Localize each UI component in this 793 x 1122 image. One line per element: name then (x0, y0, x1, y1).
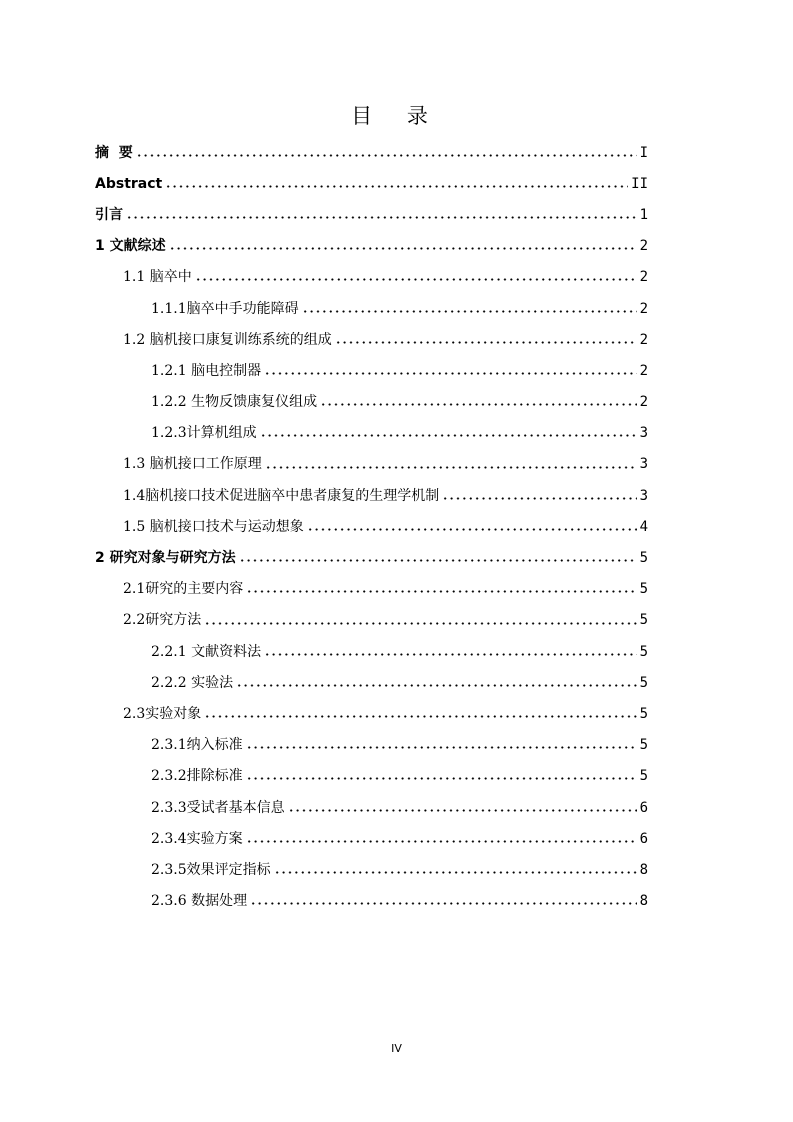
toc-entry[interactable] (95, 355, 648, 386)
toc-entry[interactable] (95, 605, 648, 636)
toc-entry[interactable] (95, 823, 648, 854)
dot-leader (320, 400, 636, 410)
toc-entry-page: 5 (639, 737, 648, 754)
dot-leader (307, 524, 637, 534)
toc-entry-page: 6 (639, 830, 648, 847)
toc-entry-label: 2.1研究的主要内容 (123, 581, 244, 598)
dot-leader (265, 462, 637, 472)
toc-entry-label: 2.3.5效果评定指标 (151, 861, 271, 878)
toc-entry[interactable] (95, 387, 648, 418)
dot-leader (274, 868, 637, 878)
toc-entry-label: 2.3.2排除标准 (151, 768, 243, 785)
dot-leader (204, 618, 636, 628)
toc-entry-label: 1.2.3计算机组成 (151, 425, 257, 442)
toc-entry-label: 1.3 脑机接口工作原理 (123, 456, 262, 473)
toc-entry[interactable] (95, 480, 648, 511)
toc-entry-page: 3 (639, 425, 648, 442)
toc-entry-page: I (639, 144, 648, 161)
toc-entry[interactable] (95, 792, 648, 823)
toc-entry-label: 2.3.4实验方案 (151, 830, 243, 847)
toc-entry[interactable] (95, 262, 648, 293)
toc-entry[interactable] (95, 667, 648, 698)
toc-entry-page: 8 (639, 861, 648, 878)
toc-entry[interactable] (95, 199, 648, 230)
dot-leader (250, 899, 636, 909)
toc-entry-page: 8 (639, 893, 648, 910)
toc-entry-label: 2.2.2 实验法 (151, 674, 234, 691)
dot-leader (264, 369, 636, 379)
toc-entry-page: 5 (639, 612, 648, 629)
toc-entry-page: II (631, 175, 648, 192)
toc-entry-label: 1 文献综述 (95, 238, 166, 255)
toc-entry-label: 2.2研究方法 (123, 612, 202, 629)
table-of-contents (95, 137, 648, 917)
dot-leader (260, 431, 637, 441)
dot-leader (136, 150, 637, 160)
toc-entry-page: 6 (639, 799, 648, 816)
dot-leader (195, 275, 637, 285)
toc-entry-page: 5 (639, 705, 648, 722)
toc-entry[interactable] (95, 168, 648, 199)
dot-leader (169, 244, 637, 254)
dot-leader (165, 181, 628, 191)
toc-entry-page: 5 (639, 674, 648, 691)
dot-leader (236, 680, 636, 690)
toc-entry-label: 1.2 脑机接口康复训练系统的组成 (123, 331, 332, 348)
toc-entry-page: 1 (639, 206, 648, 223)
toc-entry[interactable] (95, 574, 648, 605)
toc-entry[interactable] (95, 449, 648, 480)
toc-entry-label: 摘 要 (95, 144, 133, 161)
toc-entry-label: 2.3.1纳入标准 (151, 737, 243, 754)
dot-leader (288, 805, 637, 815)
toc-entry[interactable] (95, 636, 648, 667)
page-title: 目 录 (351, 104, 442, 128)
toc-entry[interactable] (95, 542, 648, 573)
dot-leader (302, 306, 637, 316)
toc-entry-page: 2 (639, 300, 648, 317)
toc-entry-label: 引言 (95, 206, 123, 223)
dot-leader (246, 774, 637, 784)
toc-entry[interactable] (95, 698, 648, 729)
toc-entry-label: 1.5 脑机接口技术与运动想象 (123, 518, 304, 535)
toc-entry-label: 2.3.3受试者基本信息 (151, 799, 285, 816)
toc-entry[interactable] (95, 293, 648, 324)
toc-entry-label: 2.3.6 数据处理 (151, 893, 248, 910)
toc-entry-label: Abstract (95, 175, 163, 192)
toc-entry[interactable] (95, 854, 648, 885)
toc-entry-page: 2 (639, 269, 648, 286)
toc-entry-page: 5 (639, 643, 648, 660)
toc-entry-label: 2.3实验对象 (123, 705, 202, 722)
dot-leader (246, 743, 637, 753)
toc-entry-page: 2 (639, 238, 648, 255)
toc-entry[interactable] (95, 324, 648, 355)
toc-entry-page: 3 (639, 456, 648, 473)
toc-entry-page: 2 (639, 394, 648, 411)
toc-entry[interactable] (95, 137, 648, 168)
toc-entry-label: 1.1 脑卒中 (123, 269, 192, 286)
toc-entry-page: 3 (639, 487, 648, 504)
toc-entry[interactable] (95, 886, 648, 917)
dot-leader (204, 712, 636, 722)
toc-entry[interactable] (95, 231, 648, 262)
toc-entry-page: 2 (639, 331, 648, 348)
toc-entry[interactable] (95, 730, 648, 761)
toc-entry-page: 5 (639, 581, 648, 598)
toc-entry[interactable] (95, 761, 648, 792)
toc-entry-page: 2 (639, 362, 648, 379)
toc-entry-page: 4 (639, 518, 648, 535)
dot-leader (246, 836, 637, 846)
toc-entry-label: 2 研究对象与研究方法 (95, 550, 236, 567)
page-number: IV (391, 1042, 402, 1055)
dot-leader (264, 649, 636, 659)
toc-entry-label: 1.2.2 生物反馈康复仪组成 (151, 394, 318, 411)
dot-leader (246, 587, 636, 597)
toc-entry[interactable] (95, 418, 648, 449)
toc-entry-label: 1.4脑机接口技术促进脑卒中患者康复的生理学机制 (123, 487, 440, 504)
toc-entry-page: 5 (639, 768, 648, 785)
toc-entry-page: 5 (639, 550, 648, 567)
toc-entry-label: 1.2.1 脑电控制器 (151, 362, 262, 379)
toc-entry-label: 1.1.1脑卒中手功能障碍 (151, 300, 299, 317)
dot-leader (239, 556, 637, 566)
dot-leader (335, 337, 637, 347)
toc-entry[interactable] (95, 511, 648, 542)
toc-entry-label: 2.2.1 文献资料法 (151, 643, 262, 660)
dot-leader (442, 493, 636, 503)
dot-leader (126, 213, 637, 223)
